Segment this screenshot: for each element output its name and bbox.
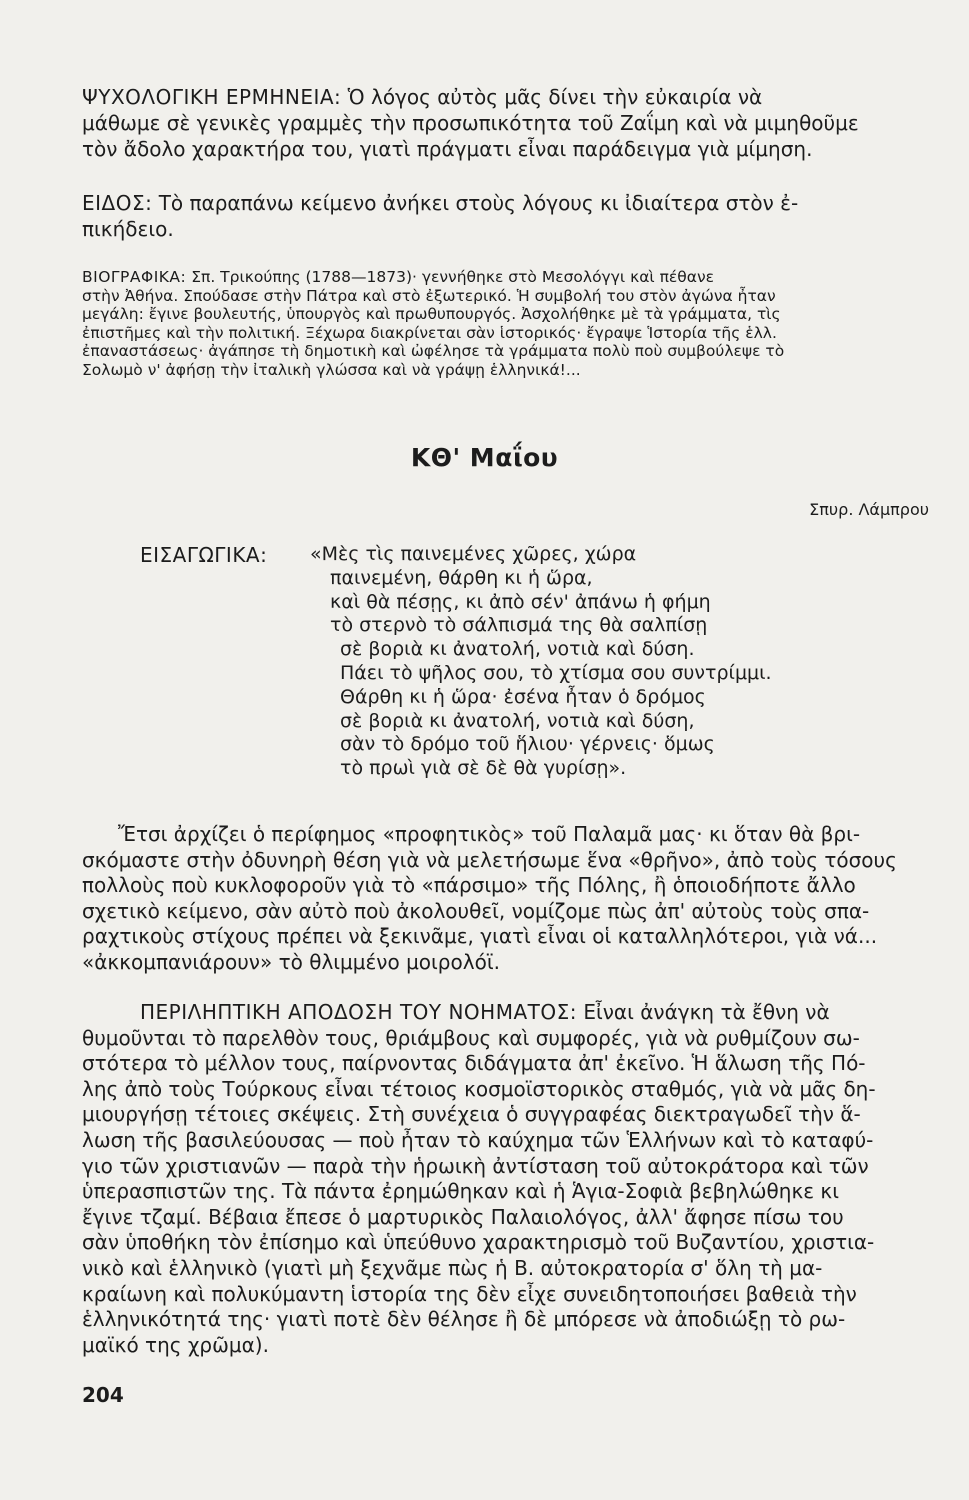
text-line: Ἔτσι ἀρχίζει ὁ περίφημος «προφητικὸς» τοῦ Παλαμᾶ μας· κι ὅταν θὰ βρι- bbox=[118, 822, 861, 846]
text-line: γιο τῶν χριστιανῶν — παρὰ τὴν ἡρωικὴ ἀντίσταση τοῦ αὐτοκράτορα καὶ τῶν bbox=[82, 1153, 869, 1178]
intro-label: ΕΙΣΑΓΩΓΙΚΑ: bbox=[140, 543, 268, 567]
poem-line: «Μὲς τὶς παινεμένες χῶρες, χώρα bbox=[310, 543, 637, 565]
chapter-title: ΚΘ' Μαΐου bbox=[410, 443, 559, 472]
summary-section bbox=[82, 1000, 932, 1358]
section-label: ΕΙΔΟΣ: bbox=[82, 191, 153, 215]
psychological-interpretation-section bbox=[82, 84, 932, 162]
text-line bbox=[82, 268, 932, 287]
poem-line: τὸ στερνὸ τὸ σάλπισμά της θὰ σαλπίσῃ bbox=[330, 614, 708, 637]
text-line-content: Τὸ παραπάνω κείμενο ἀνήκει στοὺς λόγους κι ἰδιαίτερα στὸν ἐ- bbox=[158, 191, 799, 215]
text-line: νικὸ καὶ ἑλληνικὸ (γιατὶ μὴ ξεχνᾶμε πὼς ἡ Β. αὐτοκρατορία σ' ὅλη τὴ μα- bbox=[82, 1255, 823, 1280]
text-line: ἑλληνικότητά της· γιατὶ ποτὲ δὲν θέλησε ἢ δὲ μπόρεσε νὰ ἀποδιώξῃ τὸ ρω- bbox=[82, 1307, 846, 1332]
text-line: σκόμαστε στὴν ὀδυνηρὴ θέση γιὰ νὰ μελετήσωμε ἕνα «θρῆνο», ἀπὸ τοὺς τόσους bbox=[82, 847, 897, 872]
commentary-paragraph bbox=[82, 822, 932, 976]
poem-line: παινεμένη, θάρθη κι ἡ ὥρα, bbox=[330, 566, 593, 589]
text-line: λωση τῆς βασιλεύουσας — ποὺ ἦταν τὸ καύχημα τῶν Ἑλλήνων καὶ τὸ καταφύ- bbox=[82, 1127, 874, 1152]
poem-line: σὲ βοριὰ κι ἀνατολή, νοτιὰ καὶ δύση. bbox=[340, 638, 695, 661]
author-name: Σπυρ. Λάμπρου bbox=[809, 500, 929, 519]
page-number: 204 bbox=[82, 1383, 124, 1407]
text-line: ἐπαναστάσεως· ἀγάπησε τὴ δημοτικὴ καὶ ὠφέλησε τὰ γράμματα πολὺ ποὺ συμβούλεψε τὸ bbox=[82, 342, 785, 361]
text-line: μιουργήσῃ τέτοιες σκέψεις. Στὴ συνέχεια ὁ συγγραφέας διεκτραγωδεῖ τὴν ἅ- bbox=[82, 1102, 861, 1127]
poem-line: Πάει τὸ ψῆλος σου, τὸ χτίσμα σου συντρίμμι. bbox=[340, 661, 772, 684]
text-line: πολλοὺς ποὺ κυκλοφοροῦν γιὰ τὸ «πάρσιμο» τῆς Πόλης, ἢ ὁποιοδήποτε ἄλλο bbox=[82, 873, 856, 898]
text-line: μαϊκό της χρῶμα). bbox=[82, 1332, 269, 1357]
text-line: ἔγινε τζαμί. Βέβαια ἔπεσε ὁ μαρτυρικὸς Παλαιολόγος, ἀλλ' ἄφησε πίσω του bbox=[82, 1204, 844, 1229]
text-line bbox=[82, 190, 932, 216]
text-line: στὴν Ἀθήνα. Σπούδασε στὴν Πάτρα καὶ στὸ ἐξωτερικό. Ἡ συμβολή του στὸν ἀγώνα ἦταν bbox=[82, 286, 776, 305]
text-line bbox=[82, 84, 932, 110]
text-line: κραίωνη καὶ πολυκύμαντη ἱστορία της δὲν εἶχε συνειδητοποιήσει βαθειὰ τὴν bbox=[82, 1281, 857, 1306]
section-label: ΠΕΡΙΛΗΠΤΙΚΗ ΑΠΟΔΟΣΗ ΤΟΥ ΝΟΗΜΑΤΟΣ: bbox=[140, 1000, 577, 1024]
text-line: πικήδειο. bbox=[82, 217, 174, 241]
text-line: σὰν ὑποθήκη τὸν ἐπίσημο καὶ ὑπεύθυνο χαρακτηρισμὸ τοῦ Βυζαντίου, χριστια- bbox=[82, 1230, 875, 1255]
text-line bbox=[82, 1000, 932, 1026]
poem-line: Θάρθη κι ἡ ὥρα· ἐσένα ἦταν ὁ δρόμος bbox=[340, 685, 706, 708]
text-line: μάθωμε σὲ γενικὲς γραμμὲς τὴν προσωπικότητα τοῦ Ζαΐμη καὶ νὰ μιμηθοῦμε bbox=[82, 111, 859, 135]
poem-line: σὰν τὸ δρόμο τοῦ ἥλιου· γέρνεις· ὅμως bbox=[340, 733, 715, 756]
text-line: θυμοῦνται τὸ παρελθὸν τους, θριάμβους καὶ συμφορές, γιὰ νὰ ρυθμίζουν σω- bbox=[82, 1025, 860, 1050]
text-line: ραχτικοὺς στίχους πρέπει νὰ ξεκινᾶμε, γιατὶ εἶναι οἱ καταλληλότεροι, γιὰ νά... bbox=[82, 924, 878, 949]
text-line: σχετικὸ κείμενο, σὰν αὐτὸ ποὺ ἀκολουθεῖ, νομίζομε πὼς ἀπ' αὐτοὺς τοὺς σπα- bbox=[82, 898, 870, 923]
section-label: ΒΙΟΓΡΑΦΙΚΑ: bbox=[82, 268, 187, 286]
text-line: «ἀκκομπανιάρουν» τὸ θλιμμένο μοιρολόϊ. bbox=[82, 949, 500, 974]
text-line: Σολωμὸ ν' ἀφήσῃ τὴν ἰταλικὴ γλώσσα καὶ νὰ γράψῃ ἑλληνικά!... bbox=[82, 360, 581, 379]
text-line: τὸν ἄδολο χαρακτήρα του, γιατὶ πράγματι εἶναι παράδειγμα γιὰ μίμηση. bbox=[82, 137, 813, 161]
text-line: ἐπιστῆμες καὶ τὴν πολιτική. Ξέχωρα διακρίνεται σὰν ἱστορικός· ἔγραψε Ἱστορία τῆς ἑλλ. bbox=[82, 323, 777, 342]
text-line-content: Σπ. Τρικούπης (1788—1873)· γεννήθηκε στὸ Μεσολόγγι καὶ πέθανε bbox=[191, 268, 715, 286]
genre-section bbox=[82, 190, 932, 242]
text-line-content: Ὁ λόγος αὐτὸς μᾶς δίνει τὴν εὐκαιρία νὰ bbox=[347, 85, 763, 109]
biography-section bbox=[82, 268, 932, 380]
poem-line: τὸ πρωὶ γιὰ σὲ δὲ θὰ γυρίσῃ». bbox=[340, 757, 627, 780]
text-line: λης ἀπὸ τοὺς Τούρκους εἶναι τέτοιος κοσμοϊστορικὸς σταθμός, γιὰ νὰ μᾶς δη- bbox=[82, 1076, 876, 1101]
poem-quote bbox=[310, 543, 772, 781]
poem-line: καὶ θὰ πέσῃς, κι ἀπὸ σέν' ἀπάνω ἡ φήμη bbox=[330, 590, 711, 613]
text-line: ὑπερασπιστῶν της. Τὰ πάντα ἐρημώθηκαν καὶ ἡ Ἁγια-Σοφιὰ βεβηλώθηκε κι bbox=[82, 1179, 839, 1204]
section-label: ΨΥΧΟΛΟΓΙΚΗ ΕΡΜΗΝΕΙΑ: bbox=[82, 85, 342, 109]
text-line: στότερα τὸ μέλλον τους, παίρνοντας διδάγματα ἀπ' ἐκεῖνο. Ἡ ἅλωση τῆς Πό- bbox=[82, 1051, 866, 1076]
text-line-content: Εἶναι ἀνάγκη τὰ ἔθνη νὰ bbox=[583, 1000, 830, 1024]
text-line: μεγάλη: ἔγινε βουλευτής, ὑπουργὸς καὶ πρωθυπουργός. Ἀσχολήθηκε μὲ τὰ γράμματα, τὶς bbox=[82, 305, 781, 324]
poem-line: σὲ βοριὰ κι ἀνατολή, νοτιὰ καὶ δύση, bbox=[340, 709, 695, 732]
